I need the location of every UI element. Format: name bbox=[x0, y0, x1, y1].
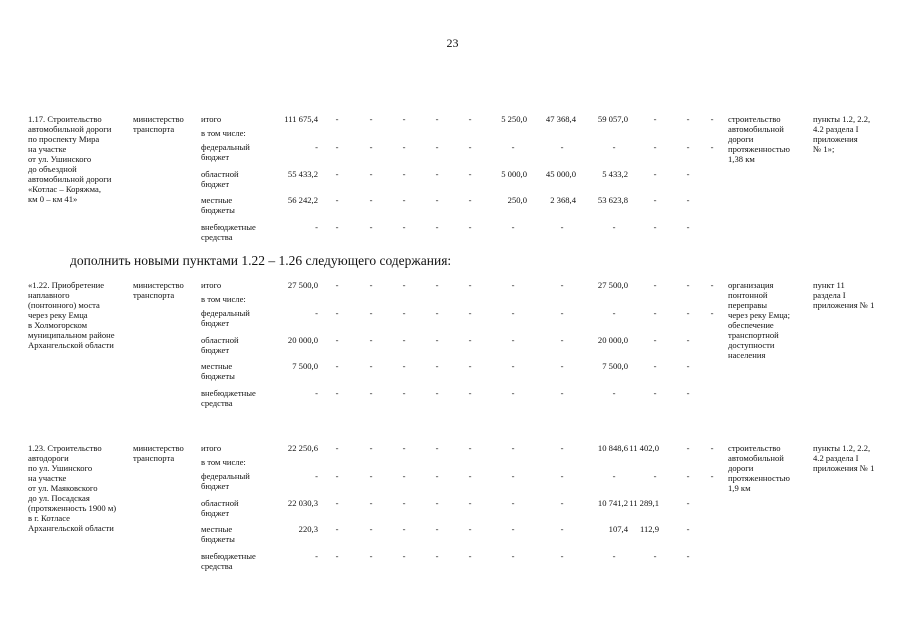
year-value: 59 057,0 bbox=[597, 114, 628, 124]
year-value: - bbox=[369, 114, 373, 124]
year-value: - bbox=[511, 471, 515, 481]
year-value: - bbox=[710, 471, 714, 481]
year-value: - bbox=[369, 471, 373, 481]
year-value: - bbox=[402, 498, 406, 508]
year-value: - bbox=[511, 308, 515, 318]
year-value: - bbox=[435, 335, 439, 345]
year-value: - bbox=[435, 169, 439, 179]
year-value: - bbox=[369, 169, 373, 179]
year-value: - bbox=[686, 498, 690, 508]
year-value: - bbox=[335, 280, 339, 290]
year-value: - bbox=[653, 308, 657, 318]
funding-source: в том числе: bbox=[201, 294, 246, 304]
total-value: 22 250,6 bbox=[287, 443, 318, 453]
page-number: 23 bbox=[446, 36, 459, 50]
total-value: 22 030,3 bbox=[287, 498, 318, 508]
year-value: - bbox=[435, 551, 439, 561]
year-value: 5 000,0 bbox=[501, 169, 527, 179]
year-value: - bbox=[468, 195, 472, 205]
funding-source: местные бюджеты bbox=[201, 361, 235, 381]
year-value: - bbox=[511, 142, 515, 152]
year-value: - bbox=[653, 195, 657, 205]
year-value: - bbox=[335, 388, 339, 398]
year-value: - bbox=[511, 524, 515, 534]
year-value: - bbox=[369, 498, 373, 508]
year-value: 5 433,2 bbox=[602, 169, 628, 179]
expected-result: строительство автомобильной дороги протяженностью 1,9 км bbox=[728, 443, 790, 493]
year-value: - bbox=[335, 335, 339, 345]
funding-source: областной бюджет bbox=[201, 169, 239, 189]
funding-source: внебюджетные средства bbox=[201, 222, 256, 242]
year-value: - bbox=[653, 471, 657, 481]
year-value: - bbox=[468, 142, 472, 152]
indicator-reference: пункт 11 раздела I приложения № 1 bbox=[813, 280, 875, 310]
year-value: - bbox=[468, 524, 472, 534]
year-value: - bbox=[511, 222, 515, 232]
year-value: - bbox=[369, 551, 373, 561]
funding-source: итого bbox=[201, 443, 222, 453]
year-value: - bbox=[686, 169, 690, 179]
year-value: - bbox=[686, 388, 690, 398]
year-value: - bbox=[686, 361, 690, 371]
year-value: - bbox=[653, 388, 657, 398]
year-value: - bbox=[686, 195, 690, 205]
year-value: - bbox=[435, 498, 439, 508]
year-value: - bbox=[653, 551, 657, 561]
funding-source: местные бюджеты bbox=[201, 195, 235, 215]
year-value: - bbox=[686, 443, 690, 453]
year-value: 10 848,6 bbox=[597, 443, 628, 453]
year-value: - bbox=[435, 195, 439, 205]
year-value: - bbox=[653, 361, 657, 371]
year-value: - bbox=[468, 388, 472, 398]
year-value: - bbox=[511, 280, 515, 290]
year-value: 250,0 bbox=[507, 195, 527, 205]
year-value: - bbox=[560, 142, 564, 152]
measure-name: «1.22. Приобретение наплавного (понтонного) моста через реку Емца в Холмогорском муниципальном районе Архангельской области bbox=[28, 280, 115, 350]
year-value: - bbox=[686, 471, 690, 481]
funding-source: федеральный бюджет bbox=[201, 142, 250, 162]
year-value: - bbox=[402, 280, 406, 290]
year-value: - bbox=[653, 169, 657, 179]
year-value: - bbox=[402, 551, 406, 561]
year-value: - bbox=[468, 443, 472, 453]
year-value: - bbox=[468, 169, 472, 179]
year-value: - bbox=[653, 142, 657, 152]
year-value: - bbox=[468, 222, 472, 232]
year-value: 112,9 bbox=[639, 524, 659, 534]
year-value: - bbox=[435, 280, 439, 290]
total-value: 220,3 bbox=[298, 524, 318, 534]
year-value: - bbox=[468, 498, 472, 508]
year-value: - bbox=[710, 443, 714, 453]
year-value: - bbox=[511, 388, 515, 398]
year-value: - bbox=[511, 498, 515, 508]
year-value: - bbox=[686, 551, 690, 561]
total-value: - bbox=[315, 471, 318, 481]
year-value: - bbox=[468, 335, 472, 345]
year-value: - bbox=[612, 471, 616, 481]
year-value: - bbox=[560, 361, 564, 371]
year-value: - bbox=[653, 280, 657, 290]
total-value: - bbox=[315, 222, 318, 232]
year-value: - bbox=[710, 114, 714, 124]
year-value: - bbox=[335, 498, 339, 508]
year-value: 47 368,4 bbox=[545, 114, 576, 124]
measure-name: 1.17. Строительство автомобильной дороги по проспекту Мира на участке от ул. Ушинского до объездной автомобильной дороги «Котлас – Коряжма, км 0 – км 41» bbox=[28, 114, 112, 204]
year-value: - bbox=[402, 195, 406, 205]
year-value: 27 500,0 bbox=[597, 280, 628, 290]
funding-source: федеральный бюджет bbox=[201, 308, 250, 328]
measure-name: 1.23. Строительство автодороги по ул. Ушинского на участке от ул. Маяковского до ул. Посадская (протяженность 1900 м) в г. Котласе Архангельской области bbox=[28, 443, 117, 533]
year-value: - bbox=[402, 169, 406, 179]
year-value: - bbox=[560, 388, 564, 398]
total-value: 56 242,2 bbox=[287, 195, 318, 205]
year-value: - bbox=[653, 222, 657, 232]
executor: министерство транспорта bbox=[133, 280, 184, 300]
year-value: - bbox=[402, 308, 406, 318]
year-value: - bbox=[468, 471, 472, 481]
year-value: - bbox=[560, 308, 564, 318]
total-value: 20 000,0 bbox=[287, 335, 318, 345]
year-value: - bbox=[435, 222, 439, 232]
year-value: - bbox=[560, 443, 564, 453]
year-value: - bbox=[560, 280, 564, 290]
year-value: - bbox=[612, 308, 616, 318]
year-value: - bbox=[402, 335, 406, 345]
year-value: - bbox=[435, 443, 439, 453]
indicator-reference: пункты 1.2, 2.2, 4.2 раздела I приложения № 1 bbox=[813, 443, 875, 473]
year-value: 20 000,0 bbox=[597, 335, 628, 345]
year-value: - bbox=[686, 142, 690, 152]
year-value: 11 402,0 bbox=[629, 443, 659, 453]
year-value: - bbox=[560, 551, 564, 561]
year-value: - bbox=[560, 335, 564, 345]
year-value: - bbox=[335, 524, 339, 534]
year-value: - bbox=[686, 222, 690, 232]
year-value: - bbox=[335, 222, 339, 232]
funding-source: внебюджетные средства bbox=[201, 388, 256, 408]
year-value: - bbox=[435, 142, 439, 152]
year-value: - bbox=[335, 471, 339, 481]
year-value: - bbox=[435, 388, 439, 398]
year-value: - bbox=[435, 524, 439, 534]
year-value: - bbox=[511, 335, 515, 345]
year-value: - bbox=[686, 280, 690, 290]
executor: министерство транспорта bbox=[133, 114, 184, 134]
funding-source: итого bbox=[201, 114, 222, 124]
year-value: - bbox=[511, 443, 515, 453]
year-value: - bbox=[369, 280, 373, 290]
total-value: - bbox=[315, 308, 318, 318]
year-value: - bbox=[710, 280, 714, 290]
year-value: - bbox=[468, 114, 472, 124]
year-value: - bbox=[335, 114, 339, 124]
year-value: 7 500,0 bbox=[602, 361, 628, 371]
year-value: - bbox=[369, 195, 373, 205]
year-value: - bbox=[369, 335, 373, 345]
funding-source: местные бюджеты bbox=[201, 524, 235, 544]
year-value: - bbox=[435, 308, 439, 318]
year-value: - bbox=[435, 361, 439, 371]
year-value: - bbox=[468, 308, 472, 318]
funding-source: итого bbox=[201, 280, 222, 290]
year-value: - bbox=[402, 142, 406, 152]
year-value: - bbox=[402, 222, 406, 232]
year-value: - bbox=[335, 169, 339, 179]
year-value: - bbox=[402, 388, 406, 398]
year-value: - bbox=[686, 335, 690, 345]
funding-source: внебюджетные средства bbox=[201, 551, 256, 571]
year-value: - bbox=[560, 524, 564, 534]
year-value: - bbox=[468, 280, 472, 290]
year-value: - bbox=[369, 222, 373, 232]
year-value: - bbox=[686, 114, 690, 124]
year-value: - bbox=[335, 142, 339, 152]
year-value: - bbox=[686, 524, 690, 534]
funding-source: в том числе: bbox=[201, 128, 246, 138]
year-value: - bbox=[402, 361, 406, 371]
funding-source: областной бюджет bbox=[201, 335, 239, 355]
year-value: 107,4 bbox=[608, 524, 628, 534]
expected-result: организация понтонной переправы через реку Емца; обеспечение транспортной доступности населения bbox=[728, 280, 790, 360]
total-value: 111 675,4 bbox=[284, 114, 318, 124]
year-value: - bbox=[335, 361, 339, 371]
year-value: - bbox=[653, 335, 657, 345]
year-value: - bbox=[560, 222, 564, 232]
year-value: - bbox=[369, 388, 373, 398]
year-value: - bbox=[335, 195, 339, 205]
executor: министерство транспорта bbox=[133, 443, 184, 463]
year-value: - bbox=[612, 222, 616, 232]
year-value: - bbox=[653, 114, 657, 124]
year-value: - bbox=[402, 524, 406, 534]
year-value: - bbox=[612, 142, 616, 152]
year-value: 2 368,4 bbox=[550, 195, 576, 205]
year-value: - bbox=[335, 443, 339, 453]
year-value: - bbox=[435, 471, 439, 481]
year-value: - bbox=[710, 308, 714, 318]
year-value: - bbox=[335, 551, 339, 561]
year-value: - bbox=[402, 443, 406, 453]
year-value: 5 250,0 bbox=[501, 114, 527, 124]
funding-source: в том числе: bbox=[201, 457, 246, 467]
year-value: - bbox=[710, 142, 714, 152]
year-value: - bbox=[468, 361, 472, 371]
year-value: - bbox=[335, 308, 339, 318]
year-value: - bbox=[402, 471, 406, 481]
year-value: - bbox=[369, 443, 373, 453]
year-value: - bbox=[511, 551, 515, 561]
year-value: - bbox=[369, 361, 373, 371]
year-value: - bbox=[560, 498, 564, 508]
year-value: 53 623,8 bbox=[597, 195, 628, 205]
year-value: - bbox=[686, 308, 690, 318]
indicator-reference: пункты 1.2, 2.2, 4.2 раздела I приложения № 1»; bbox=[813, 114, 871, 154]
year-value: - bbox=[612, 551, 616, 561]
total-value: 7 500,0 bbox=[292, 361, 318, 371]
year-value: - bbox=[612, 388, 616, 398]
year-value: 10 741,2 bbox=[597, 498, 628, 508]
year-value: - bbox=[511, 361, 515, 371]
section-heading: дополнить новыми пунктами 1.22 – 1.26 следующего содержания: bbox=[70, 253, 452, 268]
expected-result: строительство автомобильной дороги протяженностью 1,38 км bbox=[728, 114, 790, 164]
year-value: - bbox=[435, 114, 439, 124]
total-value: 27 500,0 bbox=[287, 280, 318, 290]
year-value: 45 000,0 bbox=[545, 169, 576, 179]
funding-source: федеральный бюджет bbox=[201, 471, 250, 491]
year-value: - bbox=[560, 471, 564, 481]
total-value: - bbox=[315, 142, 318, 152]
total-value: 55 433,2 bbox=[287, 169, 318, 179]
year-value: - bbox=[468, 551, 472, 561]
total-value: - bbox=[315, 388, 318, 398]
year-value: - bbox=[402, 114, 406, 124]
year-value: - bbox=[369, 524, 373, 534]
year-value: - bbox=[369, 308, 373, 318]
total-value: - bbox=[315, 551, 318, 561]
funding-source: областной бюджет bbox=[201, 498, 239, 518]
year-value: 11 289,1 bbox=[629, 498, 659, 508]
year-value: - bbox=[369, 142, 373, 152]
